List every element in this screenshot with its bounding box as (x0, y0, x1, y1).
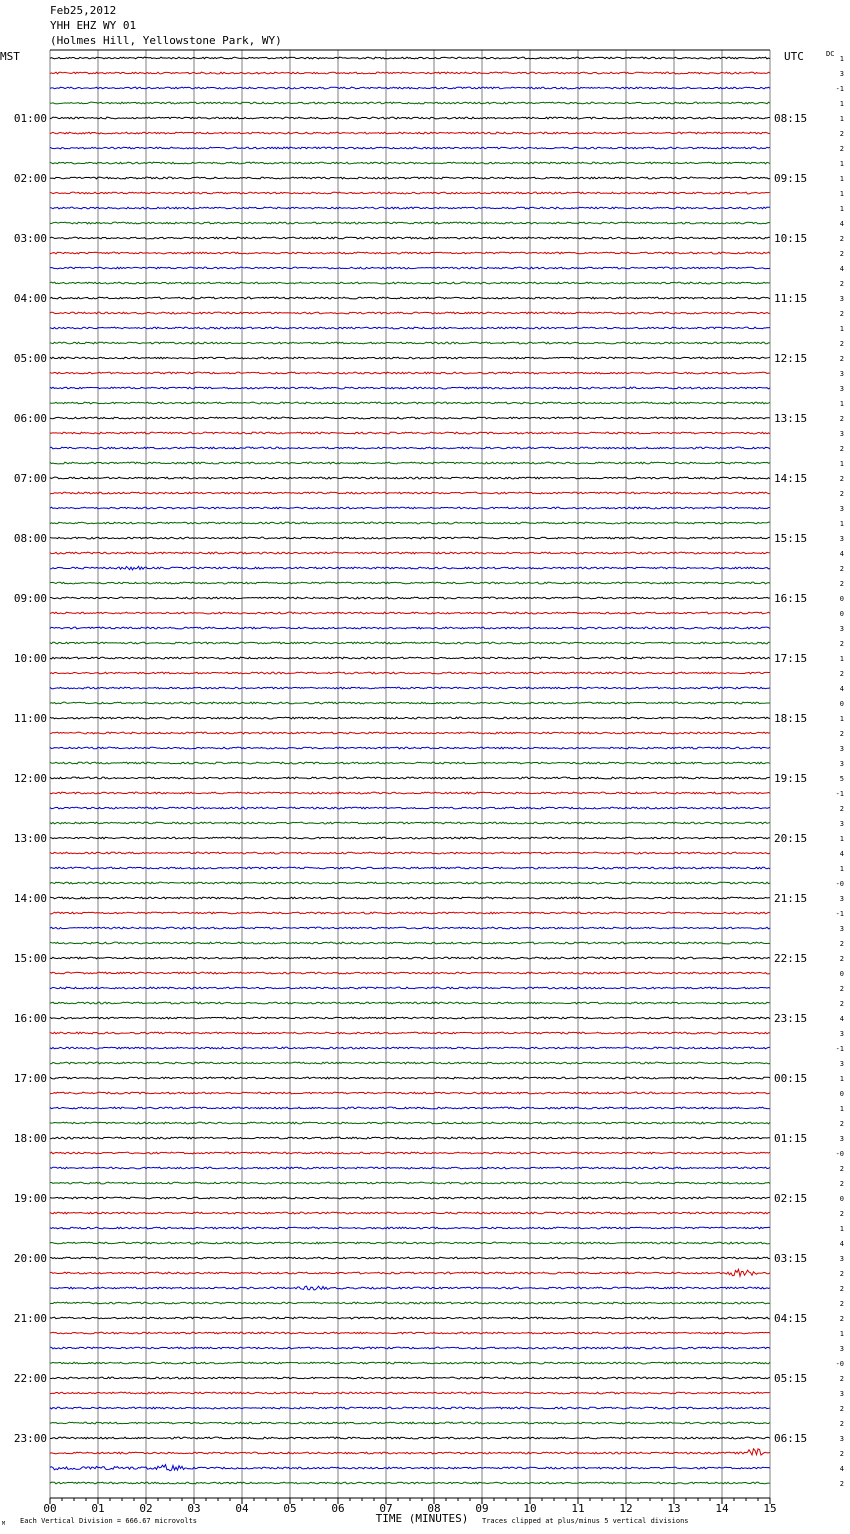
hour-label-utc: 23:15 (774, 1012, 808, 1025)
seismic-trace (50, 582, 770, 584)
dc-offset-value: 1 (839, 1075, 844, 1083)
seismic-trace (50, 432, 770, 434)
seismic-trace (50, 1032, 770, 1034)
dc-offset-value: 3 (839, 745, 844, 753)
hour-label-mst: 01:00 (13, 112, 47, 125)
dc-offset-value: 2 (839, 565, 844, 573)
dc-offset-value: 3 (839, 385, 844, 393)
seismic-trace (50, 522, 770, 524)
dc-offset-value: 1 (839, 325, 844, 333)
hour-label-utc: 09:15 (774, 172, 808, 185)
dc-offset-value: 2 (839, 805, 844, 813)
hour-label-utc: 02:15 (774, 1192, 808, 1205)
dc-offset-value: 1 (839, 100, 844, 108)
seismic-trace (50, 642, 770, 644)
seismic-trace (50, 1422, 770, 1424)
x-tick-label: 03 (187, 1502, 201, 1515)
hour-label-mst: 21:00 (13, 1312, 47, 1325)
hour-label-utc: 01:15 (774, 1132, 808, 1145)
hour-label-mst: 10:00 (13, 652, 47, 665)
dc-offset-value: 2 (839, 145, 844, 153)
dc-offset-value: 2 (839, 235, 844, 243)
seismic-trace (50, 1317, 770, 1319)
dc-offset-value: 4 (839, 265, 844, 273)
dc-offset-value: 1 (839, 205, 844, 213)
dc-offset-value: 4 (839, 550, 844, 558)
dc-offset-value: 2 (839, 415, 844, 423)
seismic-trace (50, 1062, 770, 1064)
dc-offset-value: -0 (835, 1360, 844, 1368)
seismic-trace (50, 807, 770, 809)
dc-offset-value: -0 (835, 1150, 844, 1158)
x-tick-label: 04 (235, 1502, 249, 1515)
dc-offset-value: 3 (839, 1390, 844, 1398)
hour-label-mst: 03:00 (13, 232, 47, 245)
seismic-trace (50, 1152, 770, 1154)
seismic-trace (50, 402, 770, 404)
seismic-trace (50, 1269, 770, 1276)
dc-offset-value: 3 (839, 760, 844, 768)
seismic-trace (50, 117, 770, 119)
seismic-trace (50, 1047, 770, 1049)
seismic-trace (50, 942, 770, 944)
seismic-trace (50, 912, 770, 914)
seismic-trace (50, 162, 770, 164)
dc-offset-value: 3 (839, 1060, 844, 1068)
seismic-trace (50, 852, 770, 854)
hour-label-utc: 19:15 (774, 772, 808, 785)
hour-label-mst: 22:00 (13, 1372, 47, 1385)
hour-label-utc: 12:15 (774, 352, 808, 365)
dc-offset-value: 2 (839, 310, 844, 318)
dc-offset-value: 0 (839, 1090, 844, 1098)
hour-label-utc: 08:15 (774, 112, 808, 125)
hour-label-mst: 23:00 (13, 1432, 47, 1445)
dc-offset-value: 2 (839, 985, 844, 993)
seismic-trace (50, 762, 770, 764)
seismic-trace (50, 1137, 770, 1139)
dc-offset-value: 4 (839, 1465, 844, 1473)
seismic-trace (50, 1257, 770, 1259)
seismic-trace (50, 507, 770, 509)
x-tick-label: 13 (667, 1502, 681, 1515)
seismic-trace (50, 132, 770, 134)
seismic-trace (50, 177, 770, 179)
dc-offset-value: 1 (839, 160, 844, 168)
dc-offset-value: 0 (839, 1195, 844, 1203)
x-tick-label: 12 (619, 1502, 633, 1515)
seismic-trace (50, 1286, 770, 1290)
dc-offset-value: 2 (839, 1210, 844, 1218)
seismic-trace (50, 777, 770, 779)
seismic-trace (50, 1182, 770, 1184)
dc-offset-value: -1 (835, 790, 844, 798)
dc-offset-value: 3 (839, 430, 844, 438)
hour-label-utc: 17:15 (774, 652, 808, 665)
seismic-trace (50, 1092, 770, 1094)
seismic-trace (50, 1347, 770, 1349)
hour-label-utc: 06:15 (774, 1432, 808, 1445)
seismic-trace (50, 657, 770, 659)
x-axis-label: TIME (MINUTES) (375, 1512, 469, 1525)
dc-offset-value: 3 (839, 1435, 844, 1443)
dc-offset-value: 1 (839, 115, 844, 123)
seismic-trace (50, 552, 770, 554)
dc-offset-value: 1 (839, 715, 844, 723)
hour-label-mst: 17:00 (13, 1072, 47, 1085)
x-tick-label: 11 (571, 1502, 585, 1515)
seismic-trace (50, 1077, 770, 1079)
seismic-trace (50, 357, 770, 359)
x-tick-label: 00 (43, 1502, 57, 1515)
dc-offset-value: 1 (839, 1105, 844, 1113)
seismic-trace (50, 297, 770, 299)
seismic-trace (50, 87, 770, 89)
seismic-trace (50, 237, 770, 239)
dc-offset-value: 1 (839, 835, 844, 843)
seismic-trace (50, 972, 770, 974)
seismic-trace (50, 1437, 770, 1439)
seismic-trace (50, 1017, 770, 1019)
dc-offset-value: 1 (839, 55, 844, 63)
dc-offset-value: 4 (839, 685, 844, 693)
x-tick-label: 01 (91, 1502, 105, 1515)
dc-offset-value: 2 (839, 1120, 844, 1128)
dc-offset-value: 1 (839, 865, 844, 873)
dc-offset-value: 4 (839, 1015, 844, 1023)
x-tick-label: 10 (523, 1502, 537, 1515)
seismic-trace (50, 102, 770, 104)
seismic-trace (50, 387, 770, 389)
hour-label-utc: 22:15 (774, 952, 808, 965)
hour-label-mst: 20:00 (13, 1252, 47, 1265)
seismic-trace (50, 447, 770, 449)
corner-mark: M (2, 1521, 6, 1527)
seismic-trace (50, 732, 770, 734)
hour-label-utc: 20:15 (774, 832, 808, 845)
seismic-trace (50, 747, 770, 749)
x-tick-label: 14 (715, 1502, 729, 1515)
x-tick-label: 02 (139, 1502, 153, 1515)
dc-offset-value: 3 (839, 295, 844, 303)
hour-label-mst: 05:00 (13, 352, 47, 365)
seismic-trace (50, 1107, 770, 1109)
hour-label-utc: 05:15 (774, 1372, 808, 1385)
dc-offset-value: 2 (839, 490, 844, 498)
hour-label-utc: 00:15 (774, 1072, 808, 1085)
dc-offset-value: 4 (839, 220, 844, 228)
dc-offset-value: 2 (839, 445, 844, 453)
seismic-trace (50, 1197, 770, 1199)
dc-offset-value: 3 (839, 1255, 844, 1263)
dc-offset-value: 2 (839, 1450, 844, 1458)
seismic-trace (50, 342, 770, 344)
dc-offset-value: 1 (839, 1225, 844, 1233)
hour-label-mst: 04:00 (13, 292, 47, 305)
hour-label-mst: 15:00 (13, 952, 47, 965)
dc-offset-value: 2 (839, 640, 844, 648)
seismic-trace (50, 1122, 770, 1124)
dc-offset-value: 2 (839, 340, 844, 348)
seismic-trace (50, 627, 770, 629)
dc-offset-value: 4 (839, 850, 844, 858)
seismic-trace (50, 57, 770, 59)
hour-label-mst: 08:00 (13, 532, 47, 545)
dc-offset-value: 3 (839, 505, 844, 513)
dc-offset-value: -1 (835, 910, 844, 918)
seismic-trace (50, 1227, 770, 1229)
seismic-trace (50, 867, 770, 869)
seismic-trace (50, 462, 770, 464)
seismic-trace (50, 327, 770, 329)
hour-label-mst: 09:00 (13, 592, 47, 605)
seismic-trace (50, 1392, 770, 1394)
clip-note: Traces clipped at plus/minus 5 vertical divisions (482, 1517, 689, 1525)
hour-label-utc: 18:15 (774, 712, 808, 725)
seismic-trace (50, 1002, 770, 1004)
x-tick-label: 06 (331, 1502, 345, 1515)
dc-offset-value: 2 (839, 1165, 844, 1173)
dc-offset-value: 2 (839, 475, 844, 483)
dc-offset-value: 2 (839, 1000, 844, 1008)
dc-offset-value: 2 (839, 580, 844, 588)
dc-offset-value: 2 (839, 1420, 844, 1428)
hour-label-utc: 21:15 (774, 892, 808, 905)
hour-label-utc: 03:15 (774, 1252, 808, 1265)
dc-offset-value: 2 (839, 1300, 844, 1308)
seismic-trace (50, 207, 770, 209)
seismic-trace (50, 72, 770, 74)
seismic-trace (50, 1302, 770, 1304)
x-tick-label: 05 (283, 1502, 297, 1515)
dc-offset-value: 3 (839, 370, 844, 378)
dc-offset-value: 3 (839, 1030, 844, 1038)
seismic-trace (50, 192, 770, 194)
dc-offset-value: 3 (839, 820, 844, 828)
seismic-trace (50, 566, 770, 570)
seismic-trace (50, 957, 770, 959)
seismic-trace (50, 792, 770, 794)
dc-offset-value: 2 (839, 955, 844, 963)
dc-offset-value: 2 (839, 940, 844, 948)
dc-offset-value: 3 (839, 535, 844, 543)
dc-offset-value: -0 (835, 880, 844, 888)
seismic-trace (50, 717, 770, 719)
x-tick-label: 08 (427, 1502, 441, 1515)
dc-offset-value: 0 (839, 700, 844, 708)
dc-offset-value: 4 (839, 1240, 844, 1248)
dc-offset-value: -1 (835, 85, 844, 93)
hour-label-utc: 10:15 (774, 232, 808, 245)
dc-offset-value: 2 (839, 130, 844, 138)
dc-offset-value: 3 (839, 625, 844, 633)
seismic-trace (50, 1332, 770, 1334)
seismic-trace (50, 222, 770, 224)
hour-label-mst: 11:00 (13, 712, 47, 725)
dc-offset-value: 2 (839, 1405, 844, 1413)
dc-offset-value: 3 (839, 895, 844, 903)
dc-offset-value: 2 (839, 670, 844, 678)
dc-offset-labels (836, 55, 844, 1488)
dc-offset-value: 1 (839, 190, 844, 198)
seismic-trace (50, 1465, 770, 1471)
dc-offset-value: 2 (839, 250, 844, 258)
dc-offset-value: 3 (839, 1345, 844, 1353)
hour-label-utc: 11:15 (774, 292, 808, 305)
seismic-trace (50, 1242, 770, 1244)
hour-label-mst: 06:00 (13, 412, 47, 425)
dc-offset-value: 1 (839, 175, 844, 183)
station-location: (Holmes Hill, Yellowstone Park, WY) (50, 34, 282, 47)
seismic-trace (50, 1167, 770, 1169)
seismic-trace (50, 372, 770, 374)
seismic-trace (50, 927, 770, 929)
seismic-trace (50, 267, 770, 269)
seismic-trace (50, 597, 770, 599)
seismic-trace (50, 312, 770, 314)
seismic-trace (50, 1212, 770, 1214)
dc-offset-value: 5 (839, 775, 844, 783)
seismic-trace (50, 882, 770, 884)
station-code: YHH EHZ WY 01 (50, 19, 137, 32)
dc-offset-value: 2 (839, 1270, 844, 1278)
seismic-trace (50, 477, 770, 479)
seismic-trace (50, 1482, 770, 1484)
dc-offset-value: 1 (839, 520, 844, 528)
dc-offset-value: 0 (839, 595, 844, 603)
seismic-trace (50, 822, 770, 824)
left-timezone-label: MST (0, 50, 20, 63)
seismic-trace (50, 1407, 770, 1409)
dc-offset-value: 1 (839, 1330, 844, 1338)
scale-note: Each Vertical Division = 666.67 microvolts (20, 1517, 198, 1525)
dc-offset-value: 0 (839, 970, 844, 978)
dc-offset-value: 3 (839, 1135, 844, 1143)
hour-label-mst: 18:00 (13, 1132, 47, 1145)
hour-label-mst: 14:00 (13, 892, 47, 905)
hour-label-mst: 12:00 (13, 772, 47, 785)
seismic-trace (50, 147, 770, 149)
record-date: Feb25,2012 (50, 4, 117, 17)
hour-label-mst: 02:00 (13, 172, 47, 185)
dc-offset-value: -1 (835, 1045, 844, 1053)
seismic-trace (50, 537, 770, 539)
seismic-trace (50, 687, 770, 689)
seismic-trace (50, 987, 770, 989)
hour-label-utc: 13:15 (774, 412, 808, 425)
seismic-trace (50, 1377, 770, 1379)
seismic-trace (50, 492, 770, 494)
seismic-trace (50, 252, 770, 254)
dc-offset-value: 2 (839, 1375, 844, 1383)
dc-offset-value: 2 (839, 355, 844, 363)
seismic-trace (50, 282, 770, 284)
dc-offset-value: 1 (839, 400, 844, 408)
hour-label-mst: 13:00 (13, 832, 47, 845)
hour-label-utc: 15:15 (774, 532, 808, 545)
dc-offset-value: 1 (839, 460, 844, 468)
seismic-trace (50, 612, 770, 614)
x-tick-label: 07 (379, 1502, 393, 1515)
dc-offset-value: 3 (839, 925, 844, 933)
seismic-trace (50, 837, 770, 839)
hour-label-utc: 04:15 (774, 1312, 808, 1325)
trace-lines (50, 57, 770, 1484)
dc-offset-value: 2 (839, 1480, 844, 1488)
right-timezone-label: UTC (784, 50, 804, 63)
dc-offset-value: 2 (839, 1285, 844, 1293)
hour-label-mst: 19:00 (13, 1192, 47, 1205)
seismic-trace (50, 672, 770, 674)
seismic-trace (50, 897, 770, 899)
dc-offset-value: 2 (839, 730, 844, 738)
seismic-trace (50, 1362, 770, 1364)
hour-label-mst: 16:00 (13, 1012, 47, 1025)
dc-offset-value: 2 (839, 1180, 844, 1188)
x-tick-label: 09 (475, 1502, 489, 1515)
hour-label-mst: 07:00 (13, 472, 47, 485)
dc-offset-value: 2 (839, 280, 844, 288)
hour-label-utc: 14:15 (774, 472, 808, 485)
seismic-trace (50, 702, 770, 704)
x-tick-label: 15 (763, 1502, 777, 1515)
seismic-trace (50, 1449, 770, 1455)
dc-offset-value: 0 (839, 610, 844, 618)
dc-offset-value: 2 (839, 1315, 844, 1323)
dc-offset-value: 3 (839, 70, 844, 78)
dc-label: DC (826, 50, 835, 58)
seismic-trace (50, 417, 770, 419)
dc-offset-value: 1 (839, 655, 844, 663)
hour-label-utc: 16:15 (774, 592, 808, 605)
